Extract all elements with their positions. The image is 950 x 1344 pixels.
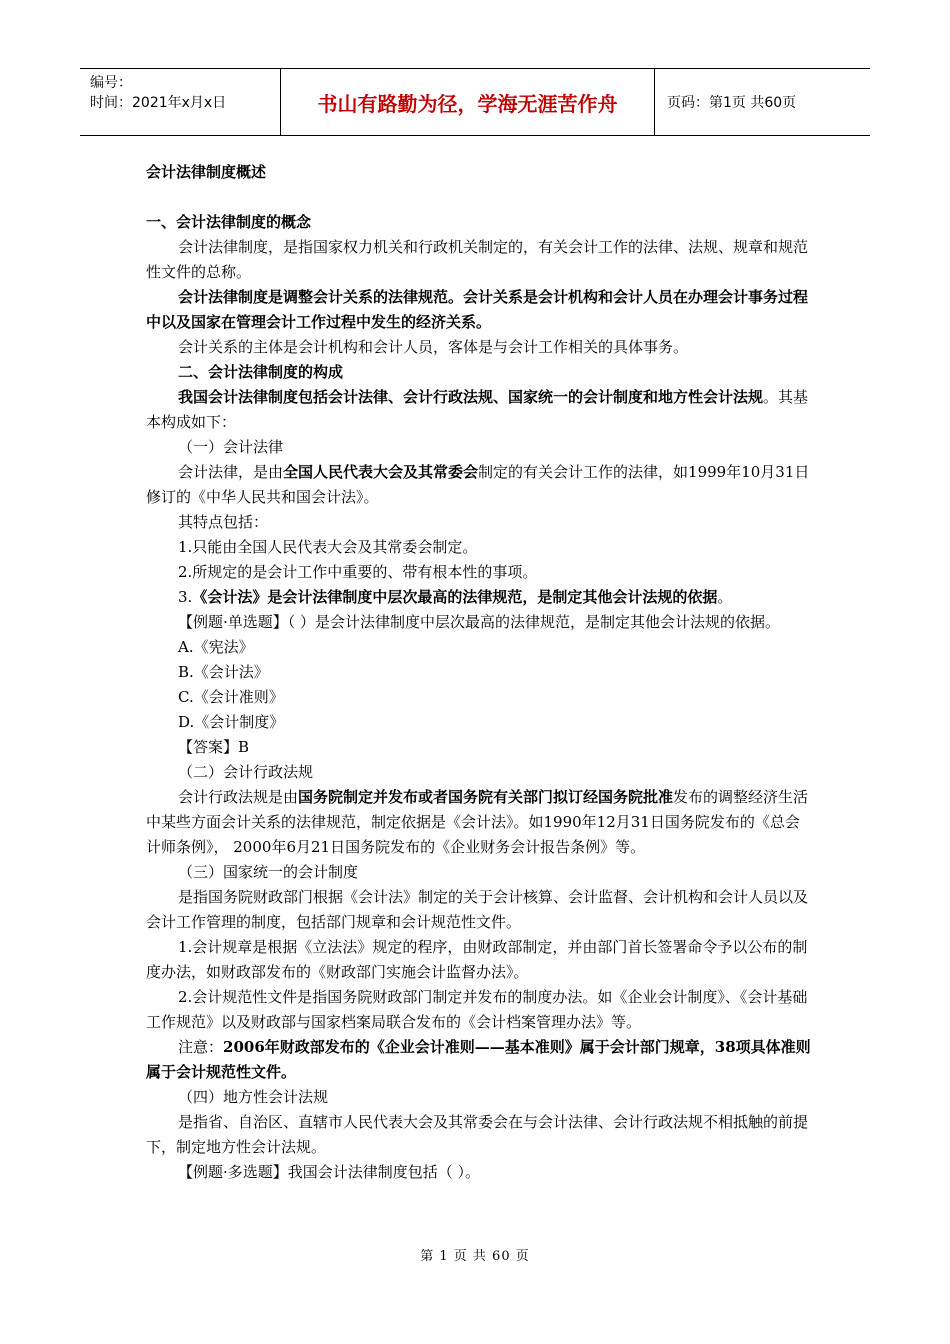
page-header [80, 68, 870, 136]
option-b: B.《会计法》 [178, 663, 269, 681]
list-item: 2.所规定的是会计工作中重要的、带有根本性的事项。 [178, 563, 538, 581]
text: 会计法律，是由 [178, 463, 284, 481]
bold-text: 国务院制定并发布或者国务院有关部门拟订经国务院批准 [298, 788, 674, 806]
option-a: A.《宪法》 [178, 638, 254, 656]
text: 。其基本构成如下： [146, 388, 809, 431]
page-footer: 第 1 页 共 60 页 [420, 1249, 530, 1264]
paragraph: 是指省、自治区、直辖市人民代表大会及其常委会在与会计法律、会计行政法规不相抵触的前提下，制定地方性会计法规。 [146, 1113, 809, 1156]
paragraph [146, 460, 814, 510]
subsection-heading: （四）地方性会计法规 [178, 1088, 329, 1106]
paragraph [146, 785, 814, 860]
subsection-heading: （一）会计法律 [178, 438, 284, 456]
paragraph: 其特点包括： [178, 513, 269, 531]
bold-text: 2006年财政部发布的《企业会计准则——基本准则》属于会计部门规章，38项具体准则属于会计规范性文件。 [146, 1038, 811, 1081]
list-item: 1.只能由全国人民代表大会及其常委会制定。 [178, 538, 478, 556]
section-heading-2: 二、会计法律制度的构成 [178, 363, 344, 381]
header-motto: 书山有路勤为径，学海无涯苦作舟 [280, 69, 655, 135]
bold-text: 我国会计法律制度包括会计法律、会计行政法规、国家统一的会计制度和地方性会计法规 [178, 388, 764, 406]
text: 发布的调整经济生活中某些方面会计关系的法律规范，制定依据是《会计法》。如1990年12月31日国务院发布的《总会计师条例》， 2000年6月21日国务院发布的《企业财务会计报告条例》等。 [146, 788, 809, 856]
paragraph: 1.会计规章是根据《立法法》规定的程序，由财政部制定，并由部门首长签署命令予以公布的制度办法，如财政部发布的《财政部门实施会计监督办法》。 [146, 938, 808, 981]
header-meta [80, 69, 280, 135]
text: 3. [178, 588, 193, 606]
text: 。 [717, 588, 733, 606]
text: 制定的有关会计工作的法律，如1999年10月31日修订的《中华人民共和国会计法》。 [146, 463, 810, 506]
paragraph-bold: 会计法律制度是调整会计关系的法律规范。会计关系是会计机构和会计人员在办理会计事务过程中以及国家在管理会计工作过程中发生的经济关系。 [146, 288, 809, 331]
text: 注意： [178, 1038, 224, 1056]
option-c: C.《会计准则》 [178, 688, 284, 706]
answer: 【答案】B [178, 738, 250, 756]
subsection-heading: （二）会计行政法规 [178, 763, 314, 781]
paragraph [146, 385, 814, 435]
text: 会计行政法规是由 [178, 788, 299, 806]
header-page-info: 页码：第1页 共60页 [667, 95, 797, 111]
paragraph: 会计法律制度，是指国家权力机关和行政机关制定的，有关会计工作的法律、法规、规章和规范性文件的总称。 [146, 238, 809, 281]
list-item [146, 585, 814, 610]
doc-number-label: 编号： [90, 75, 132, 91]
paragraph: 是指国务院财政部门根据《会计法》制定的关于会计核算、会计监督、会计机构和会计人员以及会计工作管理的制度，包括部门规章和会计规范性文件。 [146, 888, 809, 931]
section-heading-1: 一、会计法律制度的概念 [146, 213, 312, 231]
bold-text: 全国人民代表大会及其常委会 [283, 463, 479, 481]
example-question: 【例题·多选题】我国会计法律制度包括（ ）。 [178, 1163, 481, 1181]
example-question: 【例题·单选题】（ ）是会计法律制度中层次最高的法律规范，是制定其他会计法规的依据。 [178, 613, 781, 631]
document-body [146, 160, 814, 1185]
doc-time-label: 时间：2021年x月x日 [90, 95, 227, 111]
subsection-heading: （三）国家统一的会计制度 [178, 863, 359, 881]
doc-title: 会计法律制度概述 [146, 163, 267, 181]
paragraph: 会计关系的主体是会计机构和会计人员，客体是与会计工作相关的具体事务。 [178, 338, 689, 356]
option-d: D.《会计制度》 [178, 713, 285, 731]
paragraph: 2.会计规范性文件是指国务院财政部门制定并发布的制度办法。如《企业会计制度》、《会计基础工作规范》以及财政部与国家档案局联合发布的《会计档案管理办法》等。 [146, 988, 808, 1031]
bold-text: 《会计法》是会计法律制度中层次最高的法律规范，是制定其他会计法规的依据 [192, 588, 718, 606]
note-paragraph [146, 1035, 814, 1085]
